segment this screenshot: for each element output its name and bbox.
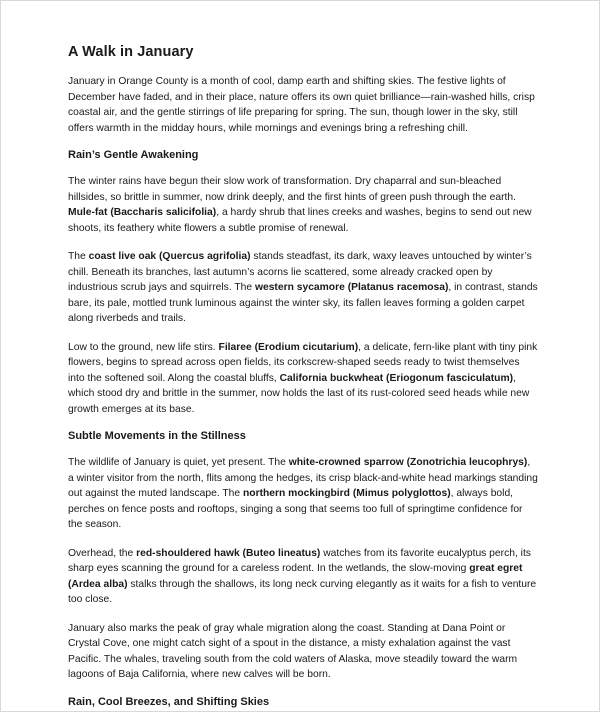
paragraph-text: , a delicate, fern-like plant with tiny pink flowers, begins to spread across open fields, its corkscrew-shaped seeds ready to twist themselves into the softened soil. Along the coastal bluffs, xyxy=(68,341,538,384)
species-name: great egret (Ardea alba) xyxy=(68,563,523,590)
body-paragraph xyxy=(68,546,538,608)
body-paragraph xyxy=(68,74,538,136)
paragraph-text: The wildlife of January is quiet, yet present. The xyxy=(68,457,289,468)
body-paragraph xyxy=(68,174,538,236)
document-body xyxy=(68,44,538,721)
paragraph-text: Low to the ground, new life stirs. xyxy=(68,341,219,353)
species-name: white-crowned sparrow (Zonotrichia leucophrys) xyxy=(288,457,528,468)
section-heading: Rain, Cool Breezes, and Shifting Skies xyxy=(68,695,270,708)
body-paragraph xyxy=(68,455,538,533)
section-heading: Subtle Movements in the Stillness xyxy=(68,430,246,442)
paragraph-text: watches from its favorite eucalyptus perch, its sharp eyes scanning the ground for a careless rodent. In the wetlands, the slow-moving xyxy=(68,547,531,574)
paragraph-text: January also marks the peak of gray whale migration along the coast. Standing at Dana Point or Crystal Cove, one might catch sight of a spout in the distance, a misty exhalation against the vast Pacific. The whales, traveling south from the cold waters of Alaska, move steadily toward the warm lagoons of Baja California, where new calves will be born. xyxy=(68,622,518,680)
species-name: Mule-fat (Baccharis salicifolia) xyxy=(68,207,217,218)
paragraph-text: , always bold, perches on fence posts and rooftops, singing a song that seems too full of springtime confidence for the season. xyxy=(68,488,523,530)
species-name: Filaree (Erodium cicutarium) xyxy=(218,341,359,353)
species-name: northern mockingbird (Mimus polyglottos) xyxy=(242,488,451,499)
body-paragraph xyxy=(68,249,538,327)
species-name: red-shouldered hawk (Buteo lineatus) xyxy=(136,547,321,559)
species-name: coast live oak (Quercus agrifolia) xyxy=(88,251,251,262)
paragraph-text: The xyxy=(68,251,89,262)
paragraph-text: stands steadfast, its dark, waxy leaves untouched by winter’s chill. Beneath its branches, last autumn’s acorns lie scattered, some already cracked open by industrious scrub jays and squirrels. The xyxy=(68,251,532,293)
species-name: California buckwheat (Eriogonum fasciculatum) xyxy=(279,372,514,384)
section-heading: Rain’s Gentle Awakening xyxy=(68,149,199,161)
paragraph-text: The winter rains have begun their slow work of transformation. Dry chaparral and sun-bleached hillsides, so brittle in summer, now drink deeply, and the first hints of green push through the earth. xyxy=(68,176,516,203)
paragraph-text: , a hardy shrub that lines creeks and washes, begins to send out new shoots, its feathery white flowers a subtle promise of renewal. xyxy=(68,207,532,234)
species-name: western sycamore (Platanus racemosa) xyxy=(254,282,449,293)
paragraph-text: , in contrast, stands bare, its pale, mottled trunk luminous against the winter sky, its fallen leaves forming a golden carpet along riverbeds and trails. xyxy=(68,282,538,324)
paragraph-text: , which stood dry and brittle in the summer, now holds the last of its rust-colored seed heads while new growth emerges at its base. xyxy=(68,372,530,415)
paragraph-text: Overhead, the xyxy=(68,547,137,559)
document-title: A Walk in January xyxy=(68,44,194,60)
paragraph-text: January in Orange County is a month of cool, damp earth and shifting skies. The festive lights of December have faded, and in their place, nature offers its own quiet brilliance—rain-washed hills, crisp coastal air, and the gentle stirrings of life preparing for spring. The sun, though lower in the sky, still offers warmth in the midday hours, while mornings and evenings bring a refreshing chill. xyxy=(68,76,535,134)
paragraph-text: stalks through the shallows, its long neck curving elegantly as it waits for a fish to venture too close. xyxy=(68,578,537,605)
body-paragraph xyxy=(68,621,538,683)
body-paragraph xyxy=(68,340,538,418)
paragraph-text: , a winter visitor from the north, flits among the hedges, its crisp black-and-white head markings standing out against the muted landscape. The xyxy=(68,457,538,499)
